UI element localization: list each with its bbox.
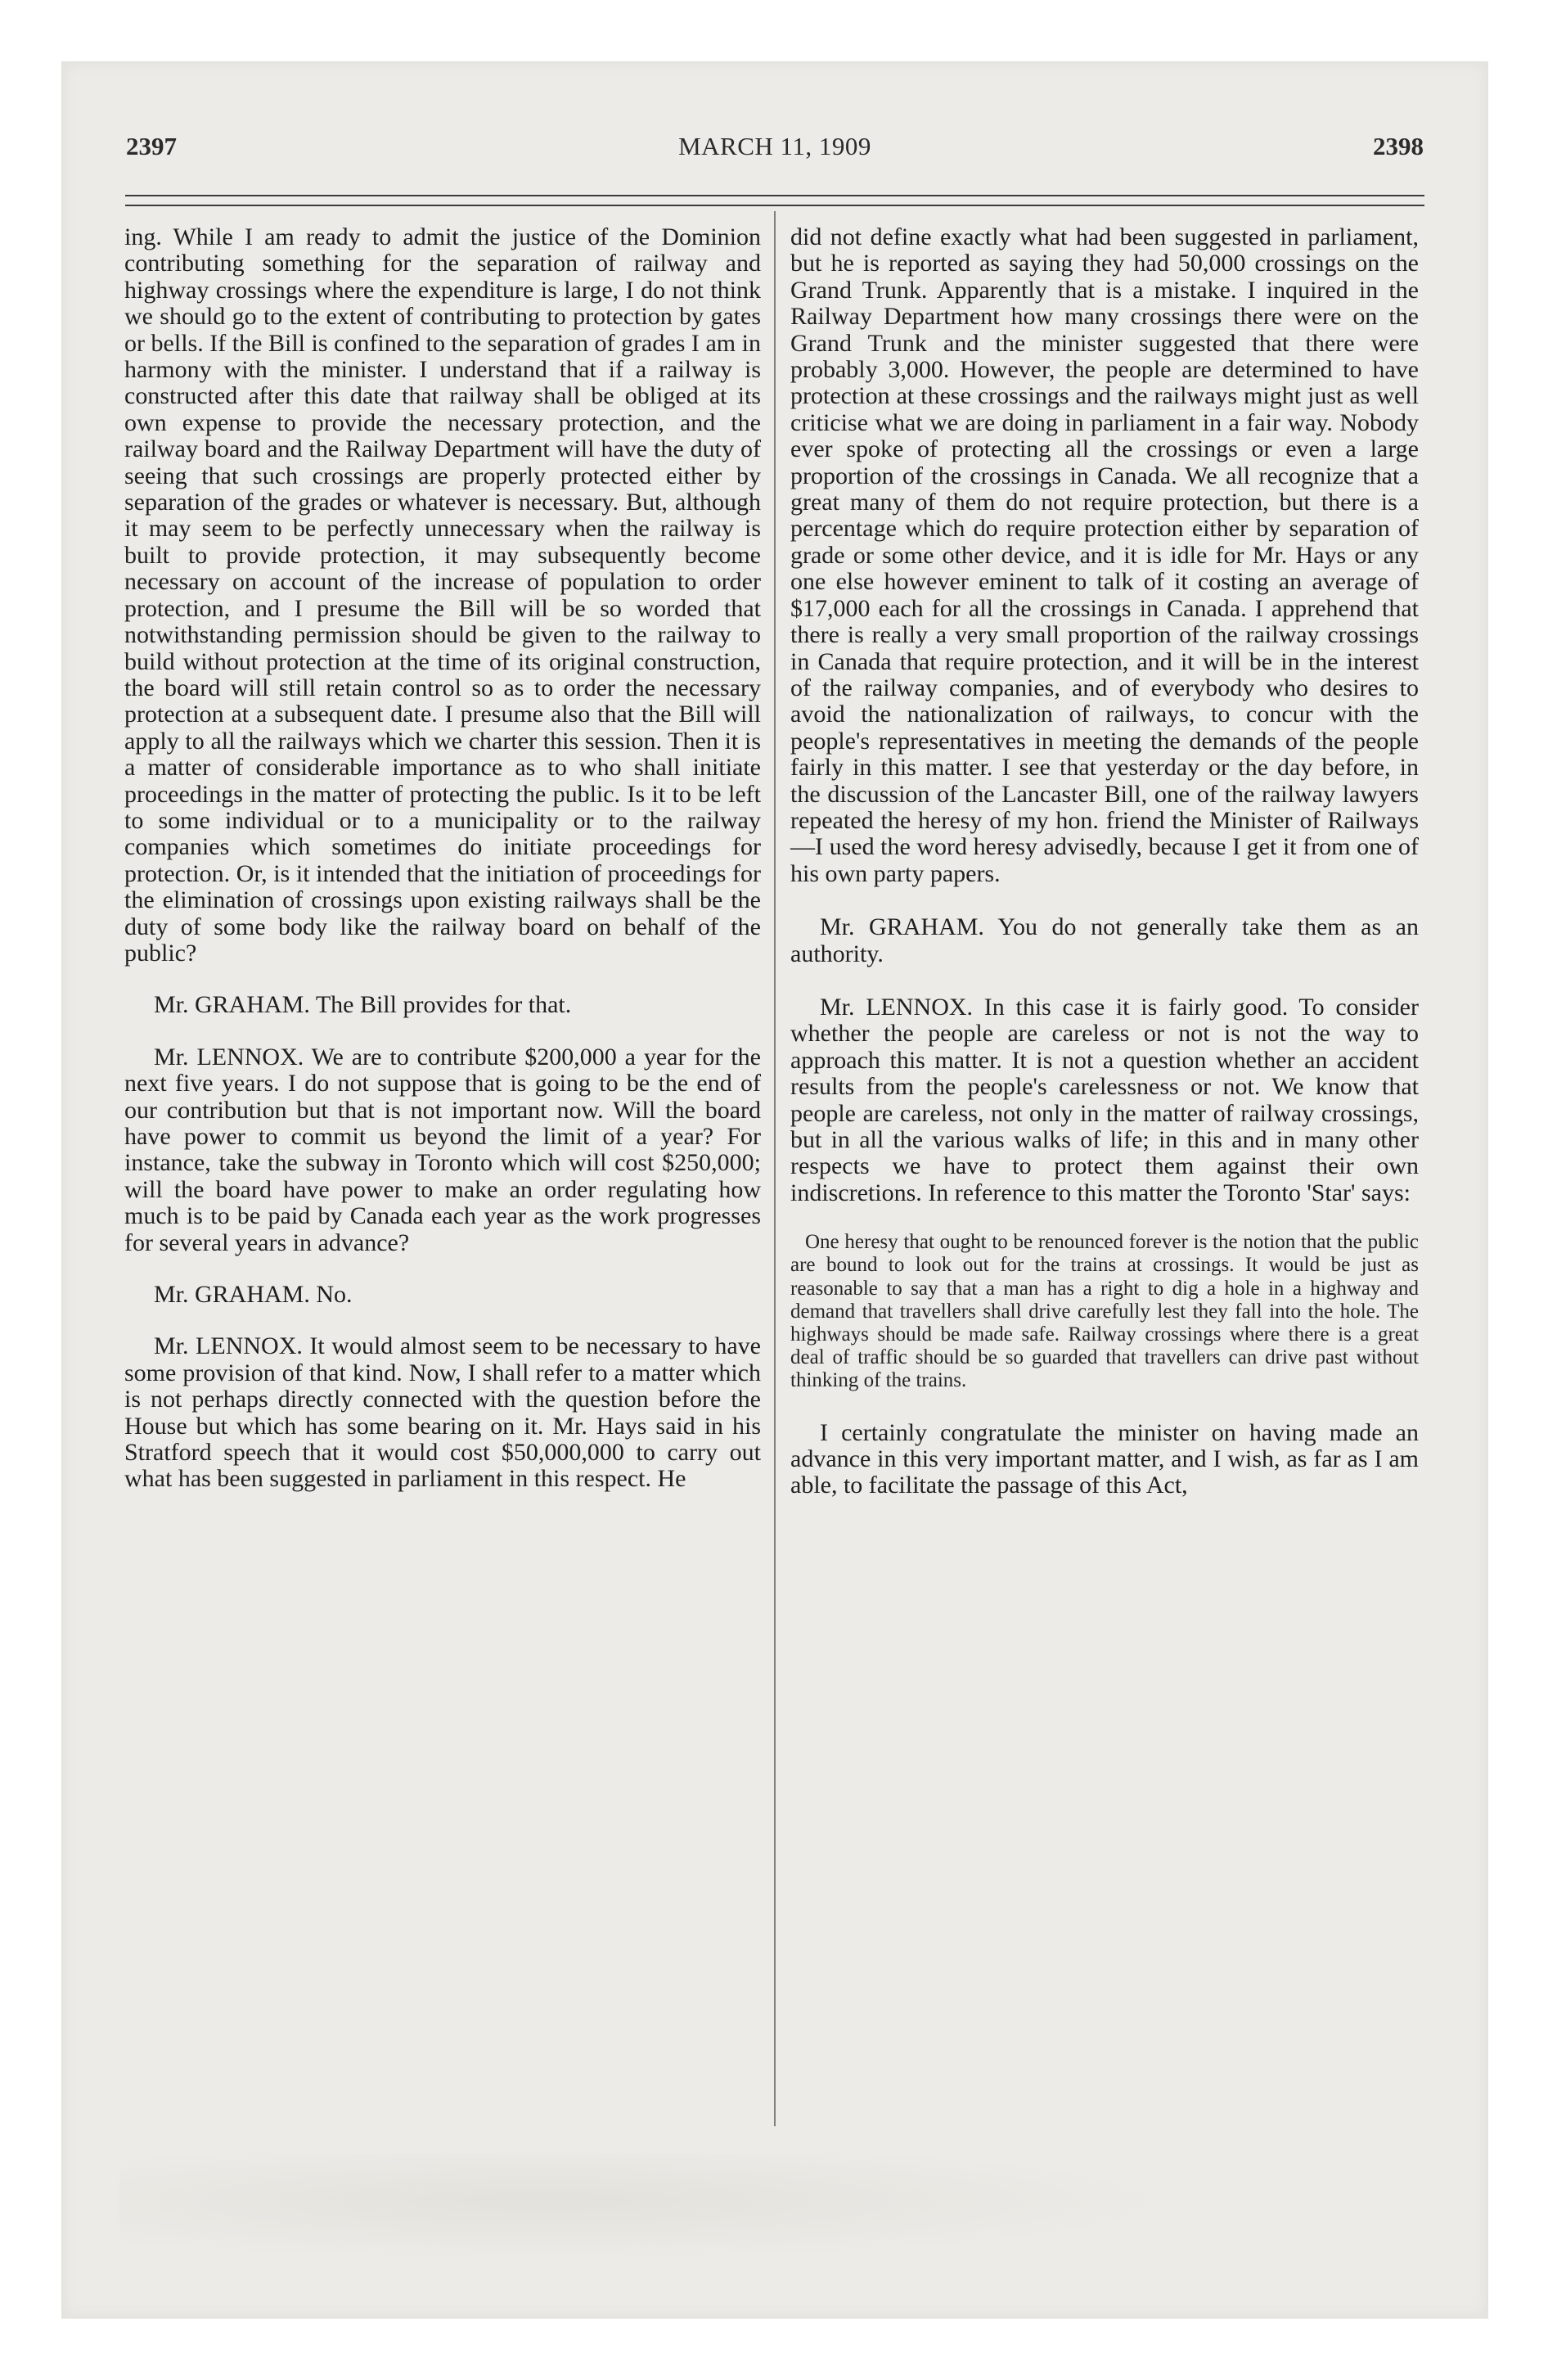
toronto-star-quotation — [790, 1231, 1419, 1392]
header-rule-top — [125, 195, 1424, 196]
scanned-page — [61, 61, 1488, 2319]
graham-reply-2: Mr. GRAHAM. No. — [154, 1281, 353, 1309]
header-rule-bottom — [125, 205, 1424, 206]
graham-reply-3: Mr. GRAHAM. You do not generally take them as an authority. — [790, 913, 1419, 967]
right-paragraph-continuation: did not define exactly what had been suggested in parliament, but he is reported as saying they had 50,000 crossings on the Grand Trunk. Apparently that is a mistake. I inquired in the Railway Department how many crossings there were on the Grand Trunk and the minister suggested that there were probably 3,000. However, the people are determined to have protection at these crossings and the railways might just as well criticise what we are doing in parliament in a fair way. Nobody ever spoke of protecting all the crossings or even a large proportion of the crossings in Canada. We all recognize that a great many of them do not require protection, but there is a percentage which do require protection either by separation of grade or some other device, and it is idle for Mr. Hays or any one else however eminent to talk of it costing an average of $17,000 each for all the crossings in Canada. I apprehend that there is really a very small proportion of the railway crossings in Canada that require protection, and it will be in the interest of the railway companies, and of everybody who desires to avoid the nationalization of railways, to concur with the people's representatives in meeting the demands of the people fairly in this matter. I see that yesterday or the day before, in the discussion of the Lancaster Bill, one of the railway lawyers repeated the heresy of my hon. friend the Minister of Railways—I used the word heresy advisedly, because I get it from one of his own party papers. — [790, 223, 1419, 887]
lennox-remark-2: Mr. LENNOX. It would almost seem to be necessary to have some provision of that kind. Now, I shall refer to a matter which is not perhaps directly connected with the question before the House but which has some bearing on it. Mr. Hays said in his Stratford speech that it would cost $50,000,000 to carry out what has been suggested in parliament in this respect. He — [124, 1332, 761, 1493]
left-page-number: 2397 — [126, 132, 177, 160]
right-column — [790, 224, 1419, 1499]
left-paragraph-continuation: ing. While I am ready to admit the justice of the Dominion contributing something for the separation of railway and highway crossings where the expenditure is large, I do not think we should go to the extent of contributing to protection by gates or bells. If the Bill is confined to the separation of grades I am in harmony with the minister. I understand that if a railway is constructed after this date that railway shall be obliged at its own expense to provide the necessary protection, and the railway board and the Railway Department will have the duty of seeing that such crossings are properly protected either by separation of the grades or whatever is necessary. But, although it may seem to be perfectly unnecessary when the railway is built to provide protection, it may subsequently become necessary on account of the increase of population to order protection, and I presume the Bill will be so worded that notwithstanding permission should be given to the railway to build without protection at the time of its original construction, the board will still retain control so as to order the necessary protection at a subsequent date. I presume also that the Bill will apply to all the railways which we charter this session. Then it is a matter of considerable importance as to who shall initiate proceedings in the matter of protecting the public. Is it to be left to some individual or to a municipality or to the railway companies which sometimes do initiate proceedings for protection. Or, is it intended that the initiation of proceedings for the elimination of crossings upon existing railways shall be the duty of some body like the railway board on behalf of the public? — [124, 223, 761, 967]
lennox-remark-3: Mr. LENNOX. In this case it is fairly good. To consider whether the people are careless or not is not the way to approach this matter. It is not a question whether an accident results from the people's carelessness or not. We know that people are careless, not only in the matter of railway crossings, but in all the various walks of life; in this and in many other respects we have to protect them against their own indiscretions. In reference to this matter the Toronto 'Star' says: — [790, 993, 1419, 1206]
lennox-remark-1: Mr. LENNOX. We are to contribute $200,000 a year for the next five years. I do not suppose that is going to be the end of our contribution but that is not important now. Will the board have power to commit us beyond the limit of a year? For instance, take the subway in Toronto which will cost $250,000; will the board have power to make an order regulating how much is to be paid by Canada each year as the work progresses for several years in advance? — [124, 1043, 761, 1256]
lennox-closing: I certainly congratulate the minister on having made an advance in this very important matter, and I wish, as far as I am able, to facilitate the passage of this Act, — [790, 1418, 1419, 1499]
column-divider — [774, 211, 776, 2126]
right-page-number: 2398 — [1373, 132, 1424, 160]
paper-smudge — [119, 2153, 1183, 2260]
page-date-title: MARCH 11, 1909 — [678, 132, 871, 160]
quotation-text: One heresy that ought to be renounced forever is the notion that the public are bound to look out for the trains at crossings. It would be just as reasonable to say that a man has a right to dig a hole in a highway and demand that travellers shall drive carefully lest they fall into the hole. The highways should be made safe. Railway crossings where there is a great deal of traffic should be so guarded that travellers can drive past without thinking of the trains. — [790, 1231, 1419, 1392]
left-column — [124, 224, 761, 1493]
running-header — [62, 132, 1487, 165]
graham-reply-1: Mr. GRAHAM. The Bill provides for that. — [154, 991, 572, 1019]
